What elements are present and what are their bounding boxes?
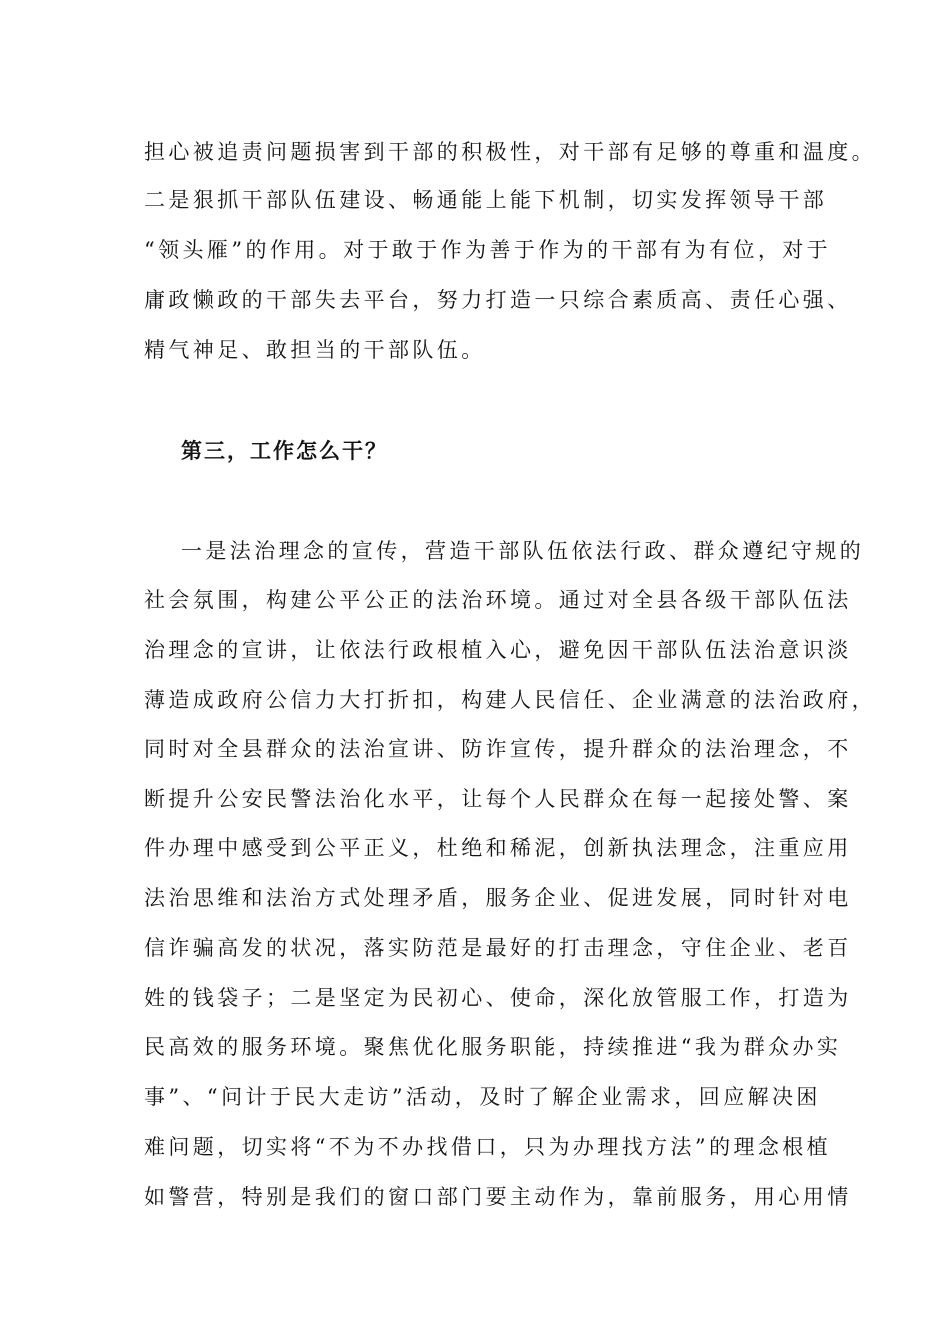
paragraph-2-line-12: 事”、“问计于民大走访”活动，及时了解企业需求，回应解决困 xyxy=(144,1085,821,1109)
paragraph-2-line-9: 信诈骗高发的状况，落实防范是最好的打击理念，守住企业、老百 xyxy=(144,936,852,960)
paragraph-2-line-4: 薄造成政府公信力大打折扣，构建人民信任、企业满意的法治政府， xyxy=(144,688,876,712)
paragraph-2-line-7: 件办理中感受到公平正义，杜绝和稀泥，创新执法理念，注重应用 xyxy=(144,836,852,860)
paragraph-2-line-6: 断提升公安民警法治化水平，让每个人民群众在每一起接处警、案 xyxy=(144,787,852,811)
paragraph-2-line-13: 难问题，切实将“不为不办找借口，只为办理找方法”的理念根植 xyxy=(144,1135,832,1159)
paragraph-2-line-5: 同时对全县群众的法治宣讲、防诈宣传，提升群众的法治理念，不 xyxy=(144,737,852,761)
paragraph-2-line-3: 治理念的宣讲，让依法行政根植入心，避免因干部队伍法治意识淡 xyxy=(144,638,852,662)
paragraph-1-line-1: 担心被追责问题损害到干部的积极性，对干部有足够的尊重和温度。 xyxy=(144,140,876,164)
paragraph-2-line-2: 社会氛围，构建公平公正的法治环境。通过对全县各级干部队伍法 xyxy=(144,588,852,612)
paragraph-1-line-2: 二是狠抓干部队伍建设、畅通能上能下机制，切实发挥领导干部 xyxy=(144,188,828,212)
paragraph-2-line-8: 法治思维和法治方式处理矛盾，服务企业、促进发展，同时针对电 xyxy=(144,886,852,910)
paragraph-1-line-4: 庸政懒政的干部失去平台，努力打造一只综合素质高、责任心强、 xyxy=(144,288,852,312)
paragraph-2-line-11: 民高效的服务环境。聚焦优化服务职能，持续推进“我为群众办实 xyxy=(144,1035,842,1059)
paragraph-2-line-1: 一是法治理念的宣传，营造干部队伍依法行政、群众遵纪守规的 xyxy=(181,539,865,563)
paragraph-1-line-3: “领头雁”的作用。对于敢于作为善于作为的干部有为有位，对于 xyxy=(144,238,832,262)
paragraph-2-line-10: 姓的钱袋子；二是坚定为民初心、使命，深化放管服工作，打造为 xyxy=(144,986,852,1010)
paragraph-1-line-5: 精气神足、敢担当的干部队伍。 xyxy=(144,338,486,362)
paragraph-2-line-14: 如警营，特别是我们的窗口部门要主动作为，靠前服务，用心用情 xyxy=(144,1185,852,1209)
section-heading: 第三，工作怎么干？ xyxy=(181,438,388,463)
